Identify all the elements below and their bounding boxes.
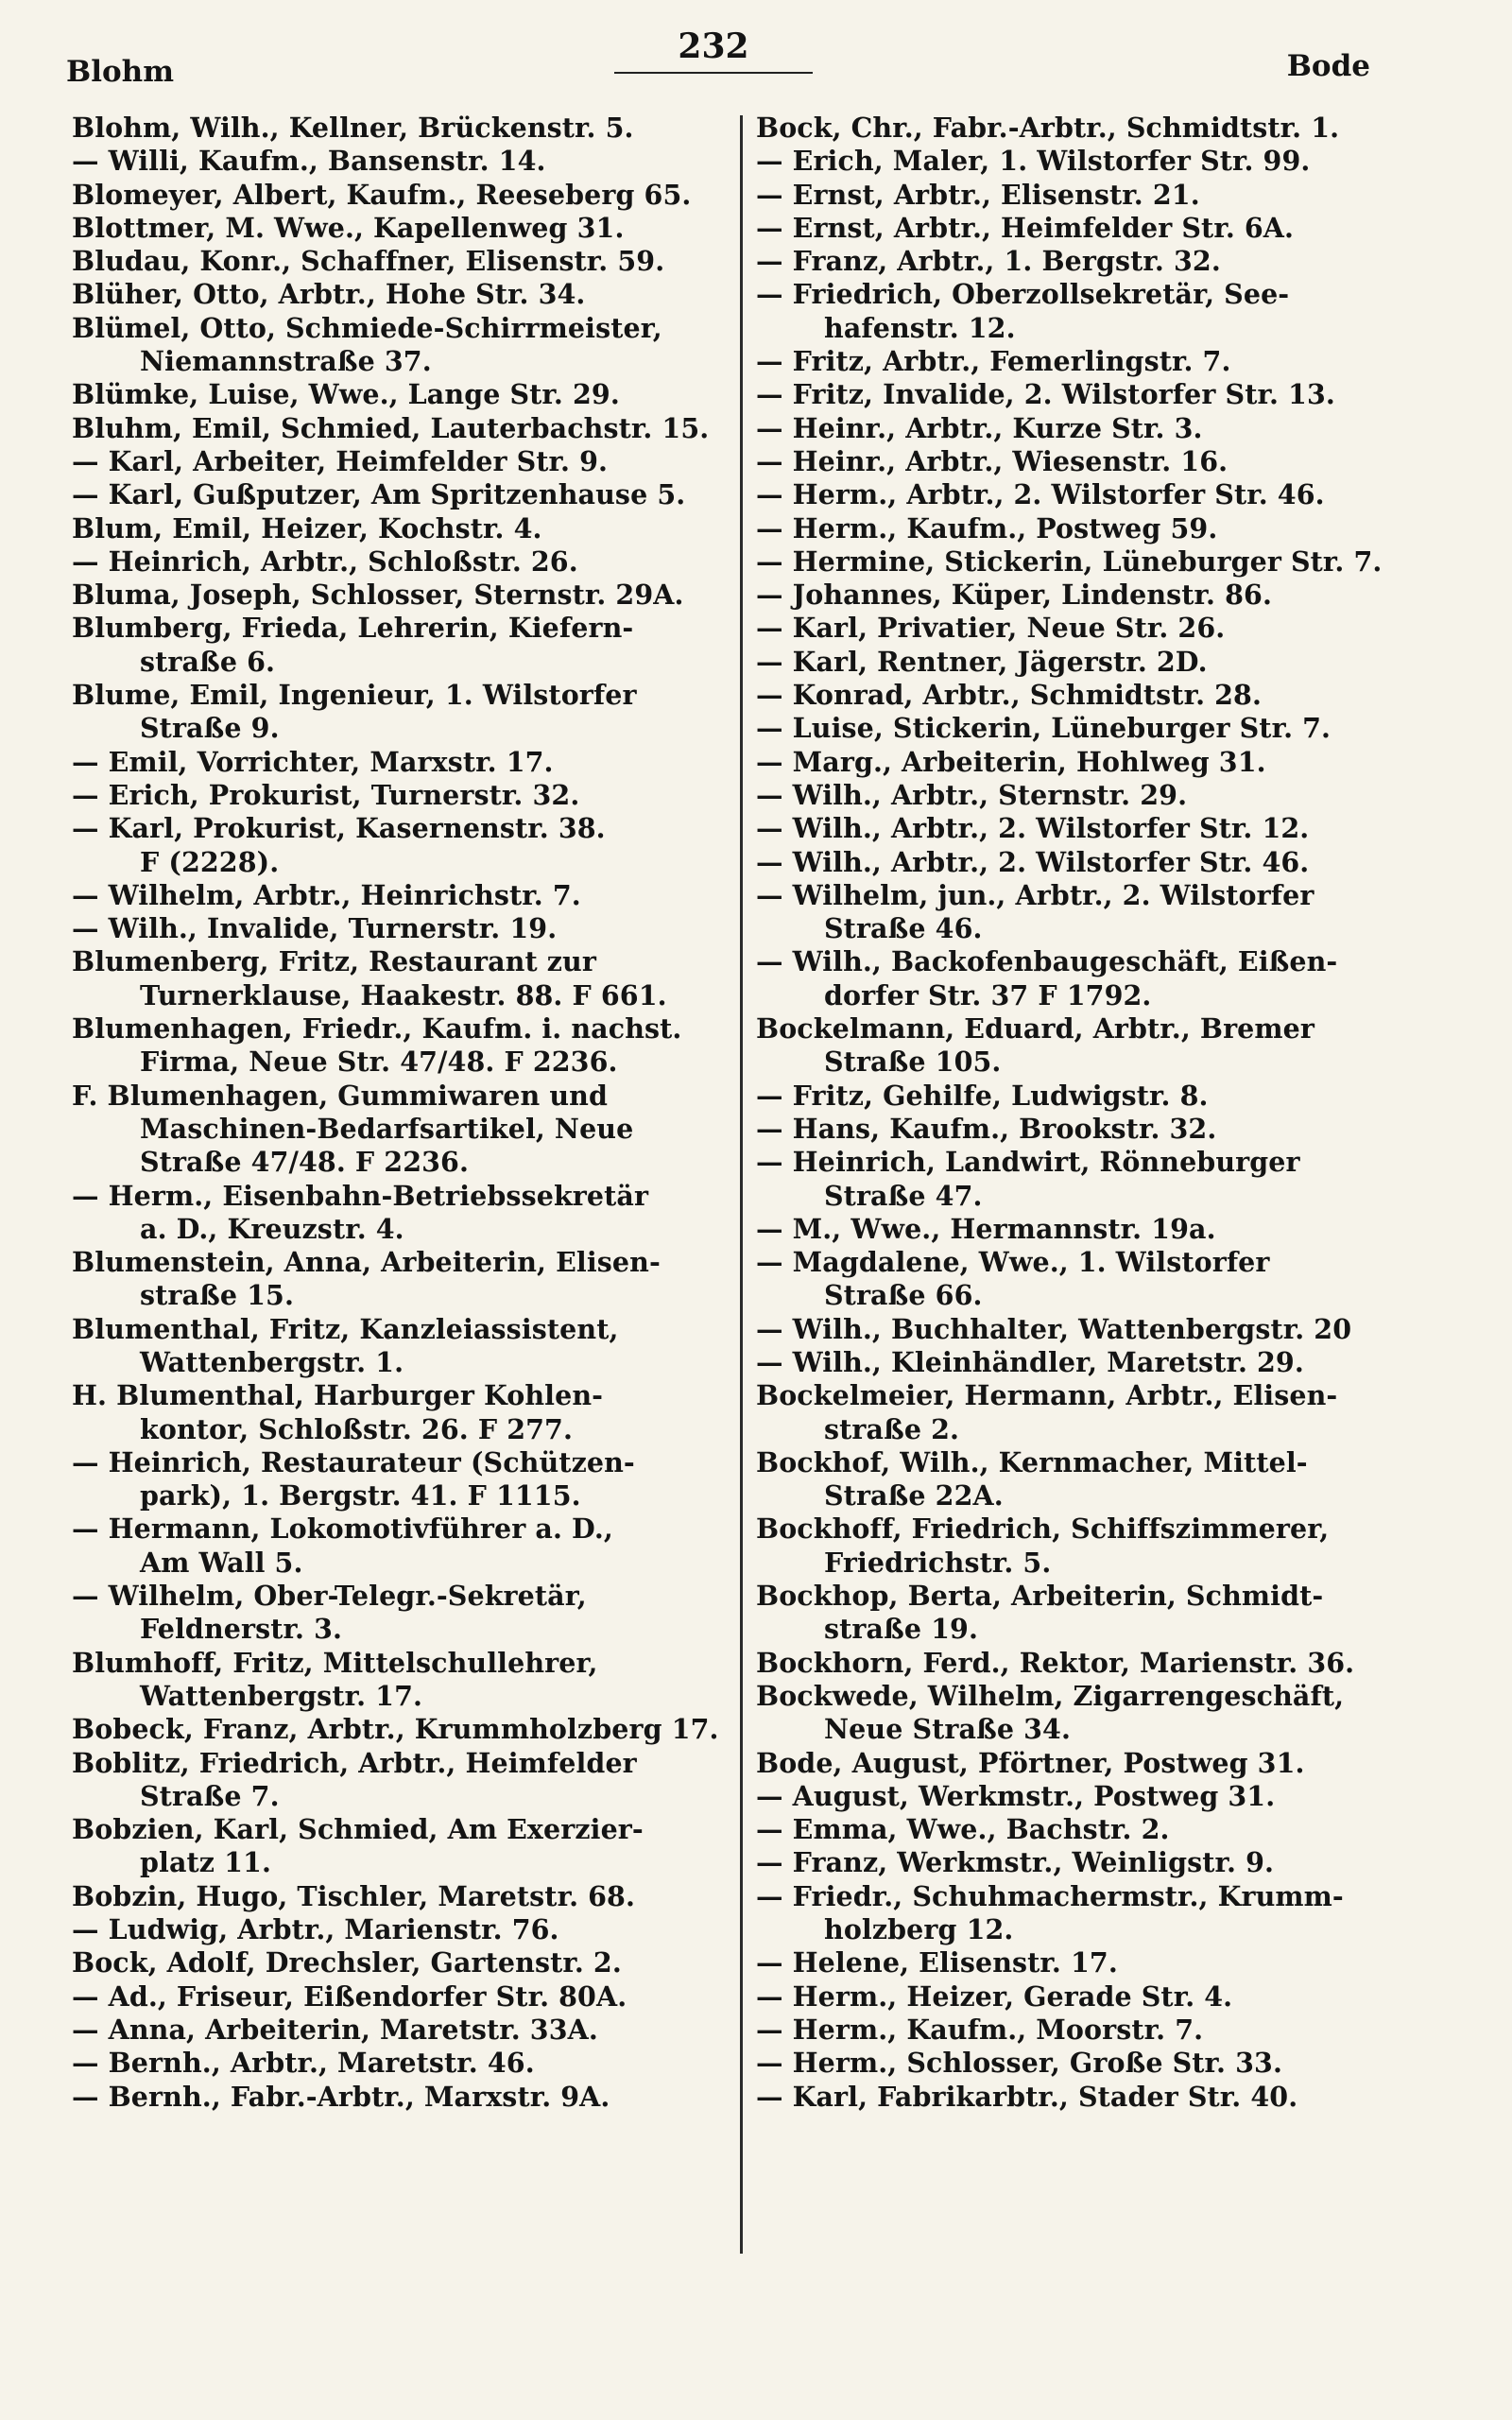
directory-line: Bockhorn, Ferd., Rektor, Marienstr. 36.: [756, 1646, 1355, 1679]
directory-line: park), 1. Bergstr. 41. F 1115.: [140, 1479, 581, 1512]
directory-line: holzberg 12.: [824, 1913, 1014, 1946]
directory-line: — Fritz, Invalide, 2. Wilstorfer Str. 13.: [756, 378, 1335, 411]
directory-line: Blumberg, Frieda, Lehrerin, Kiefern-: [72, 612, 634, 645]
directory-line: — Fritz, Arbtr., Femerlingstr. 7.: [756, 345, 1231, 378]
column-divider: [740, 115, 743, 2254]
directory-line: Bock, Chr., Fabr.-Arbtr., Schmidtstr. 1.: [756, 112, 1340, 144]
directory-line: straße 2.: [824, 1412, 960, 1445]
left-catchword: Blohm: [66, 55, 174, 89]
directory-line: — Wilh., Arbtr., 2. Wilstorfer Str. 12.: [756, 812, 1310, 845]
directory-line: — Herm., Kaufm., Moorstr. 7.: [756, 2013, 1204, 2046]
directory-line: Bluma, Joseph, Schlosser, Sternstr. 29A.: [72, 579, 684, 612]
directory-line: — Marg., Arbeiterin, Hohlweg 31.: [756, 745, 1266, 778]
directory-line: Niemannstraße 37.: [140, 345, 432, 378]
directory-line: — Wilhelm, Ober-Telegr.-Sekretär,: [72, 1580, 587, 1613]
directory-line: — Bernh., Arbtr., Maretstr. 46.: [72, 2047, 535, 2080]
directory-line: straße 19.: [824, 1613, 978, 1646]
directory-line: — Hermann, Lokomotivführer a. D.,: [72, 1512, 613, 1546]
directory-line: Blumenthal, Fritz, Kanzleiassistent,: [72, 1312, 619, 1345]
directory-line: — Hans, Kaufm., Brookstr. 32.: [756, 1112, 1217, 1145]
directory-line: F. Blumenhagen, Gummiwaren und: [72, 1079, 609, 1112]
directory-line: — Franz, Arbtr., 1. Bergstr. 32.: [756, 245, 1221, 278]
directory-line: Blumenstein, Anna, Arbeiterin, Elisen-: [72, 1246, 661, 1279]
directory-line: — Wilh., Arbtr., Sternstr. 29.: [756, 778, 1188, 811]
directory-line: — Heinrich, Restaurateur (Schützen-: [72, 1445, 635, 1478]
directory-line: Bockelmann, Eduard, Arbtr., Bremer: [756, 1012, 1315, 1046]
directory-line: — Friedrich, Oberzollsekretär, See-: [756, 278, 1290, 311]
directory-line: Wattenbergstr. 17.: [140, 1679, 423, 1712]
directory-line: — Emil, Vorrichter, Marxstr. 17.: [72, 745, 554, 778]
directory-line: Bock, Adolf, Drechsler, Gartenstr. 2.: [72, 1946, 622, 1979]
directory-line: Straße 47.: [824, 1179, 983, 1212]
directory-line: — Hermine, Stickerin, Lüneburger Str. 7.: [756, 544, 1383, 578]
directory-line: — Heinr., Arbtr., Wiesenstr. 16.: [756, 444, 1228, 477]
right-catchword: Bode: [1286, 49, 1370, 83]
directory-line: a. D., Kreuzstr. 4.: [140, 1212, 404, 1245]
directory-line: — Karl, Rentner, Jägerstr. 2D.: [756, 645, 1208, 678]
directory-line: — Herm., Eisenbahn-Betriebssekretär: [72, 1179, 649, 1212]
directory-line: Friedrichstr. 5.: [824, 1546, 1052, 1579]
page-number: 232: [678, 26, 749, 66]
directory-line: — Wilh., Buchhalter, Wattenbergstr. 20: [756, 1312, 1352, 1345]
directory-line: Straße 46.: [824, 912, 983, 945]
directory-line: Straße 105.: [824, 1046, 1002, 1079]
directory-line: Bobzien, Karl, Schmied, Am Exerzier-: [72, 1813, 644, 1846]
directory-line: — Herm., Schlosser, Große Str. 33.: [756, 2047, 1282, 2080]
directory-line: — Ernst, Arbtr., Heimfelder Str. 6A.: [756, 211, 1295, 244]
directory-line: Wattenbergstr. 1.: [140, 1345, 404, 1378]
directory-line: Am Wall 5.: [140, 1546, 303, 1579]
directory-line: — Wilhelm, Arbtr., Heinrichstr. 7.: [72, 878, 581, 911]
directory-line: Straße 47/48. F 2236.: [140, 1146, 470, 1179]
directory-line: — Erich, Maler, 1. Wilstorfer Str. 99.: [756, 145, 1311, 178]
directory-line: Straße 22A.: [824, 1479, 1004, 1512]
directory-line: Blüher, Otto, Arbtr., Hohe Str. 34.: [72, 278, 586, 311]
directory-line: Maschinen-Bedarfsartikel, Neue: [140, 1112, 634, 1145]
left-column: [72, 112, 733, 2114]
directory-line: — Karl, Privatier, Neue Str. 26.: [756, 612, 1226, 645]
directory-line: Blumhoff, Fritz, Mittelschullehrer,: [72, 1646, 598, 1679]
directory-line: — Ad., Friseur, Eißendorfer Str. 80A.: [72, 1979, 627, 2013]
directory-line: — Wilh., Backofenbaugeschäft, Eißen-: [756, 945, 1338, 978]
directory-line: — Herm., Heizer, Gerade Str. 4.: [756, 1979, 1233, 2013]
directory-line: — Erich, Prokurist, Turnerstr. 32.: [72, 778, 580, 811]
directory-line: — August, Werkmstr., Postweg 31.: [756, 1779, 1276, 1812]
directory-line: — Magdalene, Wwe., 1. Wilstorfer: [756, 1246, 1270, 1279]
directory-line: Bockhop, Berta, Arbeiterin, Schmidt-: [756, 1580, 1324, 1613]
directory-line: — Helene, Elisenstr. 17.: [756, 1946, 1118, 1979]
directory-line: — Wilh., Arbtr., 2. Wilstorfer Str. 46.: [756, 845, 1310, 878]
directory-line: Boblitz, Friedrich, Arbtr., Heimfelder: [72, 1746, 637, 1779]
directory-line: Bludau, Konr., Schaffner, Elisenstr. 59.: [72, 245, 665, 278]
directory-line: Blohm, Wilh., Kellner, Brückenstr. 5.: [72, 112, 634, 144]
directory-line: Bluhm, Emil, Schmied, Lauterbachstr. 15.: [72, 411, 710, 444]
directory-line: — Karl, Prokurist, Kasernenstr. 38.: [72, 812, 606, 845]
directory-line: — Bernh., Fabr.-Arbtr., Marxstr. 9A.: [72, 2080, 610, 2113]
directory-line: Straße 66.: [824, 1279, 983, 1312]
directory-line: Bockhof, Wilh., Kernmacher, Mittel-: [756, 1445, 1308, 1478]
directory-line: — Johannes, Küper, Lindenstr. 86.: [756, 579, 1272, 612]
header-rule: [614, 72, 813, 74]
right-column: [756, 112, 1418, 2114]
directory-line: — Wilh., Kleinhändler, Maretstr. 29.: [756, 1345, 1304, 1378]
page-header: [0, 25, 1512, 89]
directory-line: Blumenberg, Fritz, Restaurant zur: [72, 945, 596, 978]
directory-line: Blum, Emil, Heizer, Kochstr. 4.: [72, 511, 542, 544]
directory-line: Bockelmeier, Hermann, Arbtr., Elisen-: [756, 1379, 1338, 1412]
directory-line: Straße 9.: [140, 712, 280, 745]
directory-line: — Willi, Kaufm., Bansenstr. 14.: [72, 145, 546, 178]
directory-line: Feldnerstr. 3.: [140, 1613, 343, 1646]
directory-line: straße 15.: [140, 1279, 294, 1312]
directory-line: Turnerklause, Haakestr. 88. F 661.: [140, 978, 667, 1011]
directory-line: — Heinrich, Arbtr., Schloßstr. 26.: [72, 544, 578, 578]
directory-line: — M., Wwe., Hermannstr. 19a.: [756, 1212, 1216, 1245]
directory-line: — Ludwig, Arbtr., Marienstr. 76.: [72, 1913, 559, 1946]
directory-line: Bobeck, Franz, Arbtr., Krummholzberg 17.: [72, 1713, 719, 1746]
directory-line: — Anna, Arbeiterin, Maretstr. 33A.: [72, 2013, 598, 2046]
directory-line: Firma, Neue Str. 47/48. F 2236.: [140, 1046, 618, 1079]
directory-line: Blümel, Otto, Schmiede-Schirrmeister,: [72, 311, 662, 344]
directory-line: — Franz, Werkmstr., Weinligstr. 9.: [756, 1846, 1275, 1879]
directory-line: Neue Straße 34.: [824, 1713, 1071, 1746]
directory-line: — Herm., Arbtr., 2. Wilstorfer Str. 46.: [756, 478, 1325, 511]
directory-line: hafenstr. 12.: [824, 311, 1016, 344]
directory-line: Bockhoff, Friedrich, Schiffszimmerer,: [756, 1512, 1330, 1546]
directory-line: straße 6.: [140, 645, 276, 678]
directory-line: — Konrad, Arbtr., Schmidtstr. 28.: [756, 679, 1263, 712]
directory-line: kontor, Schloßstr. 26. F 277.: [140, 1412, 574, 1445]
directory-line: — Karl, Gußputzer, Am Spritzenhause 5.: [72, 478, 686, 511]
directory-line: Straße 7.: [140, 1779, 280, 1812]
directory-line: Bockwede, Wilhelm, Zigarrengeschäft,: [756, 1679, 1345, 1712]
directory-line: Blümke, Luise, Wwe., Lange Str. 29.: [72, 378, 620, 411]
directory-line: Blume, Emil, Ingenieur, 1. Wilstorfer: [72, 679, 637, 712]
directory-line: F (2228).: [140, 845, 280, 878]
directory-line: — Emma, Wwe., Bachstr. 2.: [756, 1813, 1170, 1846]
directory-line: — Heinrich, Landwirt, Rönneburger: [756, 1146, 1300, 1179]
directory-line: — Friedr., Schuhmachermstr., Krumm-: [756, 1879, 1344, 1912]
directory-line: — Wilh., Invalide, Turnerstr. 19.: [72, 912, 558, 945]
directory-line: dorfer Str. 37 F 1792.: [824, 978, 1152, 1011]
directory-line: H. Blumenthal, Harburger Kohlen-: [72, 1379, 604, 1412]
directory-line: Blottmer, M. Wwe., Kapellenweg 31.: [72, 211, 625, 244]
directory-line: Blumenhagen, Friedr., Kaufm. i. nachst.: [72, 1012, 682, 1046]
directory-line: Bobzin, Hugo, Tischler, Maretstr. 68.: [72, 1879, 635, 1912]
directory-line: — Wilhelm, jun., Arbtr., 2. Wilstorfer: [756, 878, 1314, 911]
directory-line: — Karl, Fabrikarbtr., Stader Str. 40.: [756, 2080, 1298, 2113]
directory-line: Blomeyer, Albert, Kaufm., Reeseberg 65.: [72, 178, 692, 211]
directory-line: — Fritz, Gehilfe, Ludwigstr. 8.: [756, 1079, 1209, 1112]
directory-line: platz 11.: [140, 1846, 271, 1879]
directory-line: — Luise, Stickerin, Lüneburger Str. 7.: [756, 712, 1332, 745]
directory-line: Bode, August, Pförtner, Postweg 31.: [756, 1746, 1305, 1779]
directory-line: — Ernst, Arbtr., Elisenstr. 21.: [756, 178, 1200, 211]
directory-line: — Herm., Kaufm., Postweg 59.: [756, 511, 1218, 544]
directory-line: — Heinr., Arbtr., Kurze Str. 3.: [756, 411, 1203, 444]
directory-line: — Karl, Arbeiter, Heimfelder Str. 9.: [72, 444, 609, 477]
